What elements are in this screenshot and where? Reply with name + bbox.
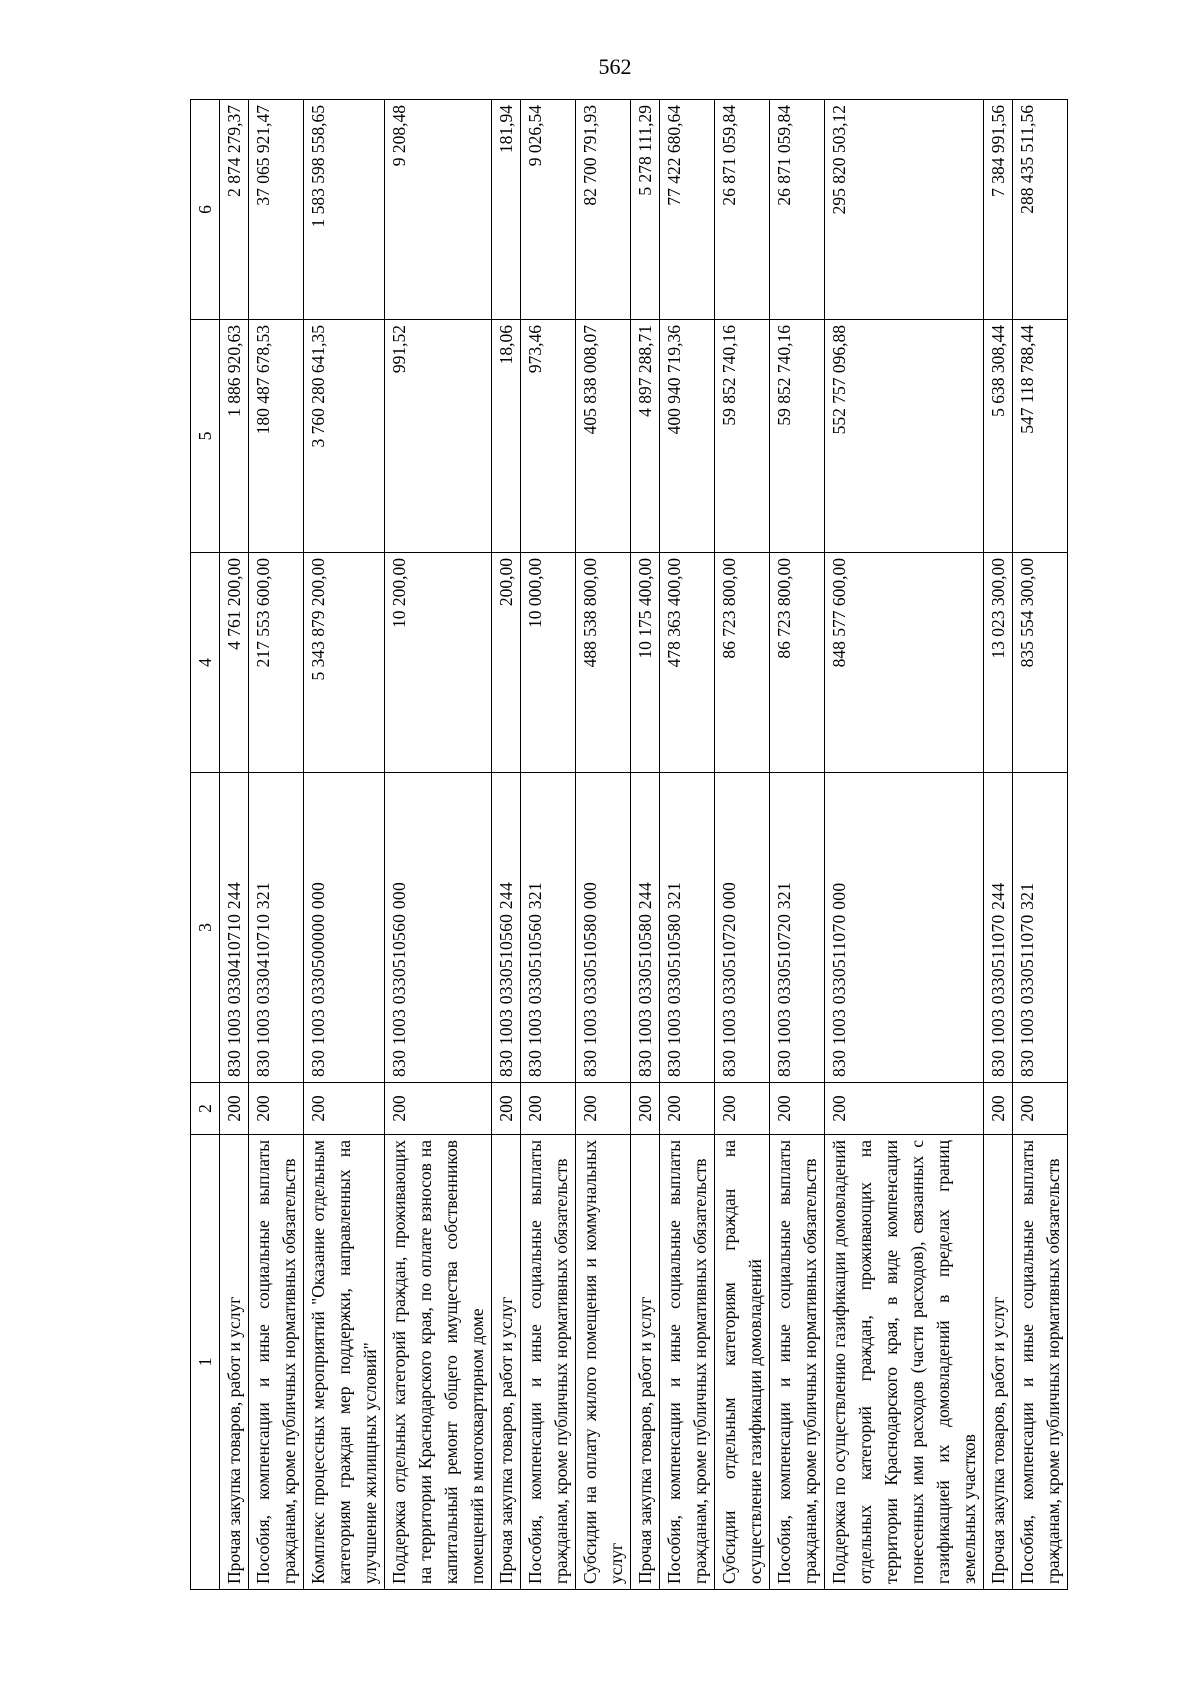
- row-value-5: 991,52: [385, 320, 492, 553]
- header-col-3: 3: [191, 773, 220, 1083]
- row-col2: 200: [304, 1083, 385, 1135]
- row-value-6: 295 820 503,12: [825, 100, 984, 320]
- row-value-4: 13 023 300,00: [984, 553, 1013, 773]
- row-value-5: 3 760 280 641,35: [304, 320, 385, 553]
- table-row: [631, 100, 660, 1590]
- row-col2: 200: [770, 1083, 825, 1135]
- row-col2: 200: [660, 1083, 715, 1135]
- row-value-5: 973,46: [521, 320, 576, 553]
- row-col2: 200: [521, 1083, 576, 1135]
- row-value-6: 1 583 598 558,65: [304, 100, 385, 320]
- header-col-2: 2: [191, 1083, 220, 1135]
- row-value-5: 4 897 288,71: [631, 320, 660, 553]
- row-value-6: 7 384 991,56: [984, 100, 1013, 320]
- header-col-4: 4: [191, 553, 220, 773]
- row-value-4: 4 761 200,00: [220, 553, 249, 773]
- table-row: [576, 100, 631, 1590]
- row-value-4: 478 363 400,00: [660, 553, 715, 773]
- row-name: Поддержка по осуществлению газификации домовладений отдельных категорий граждан, проживающих на территории Краснодарского края, в виде компенсации понесенных ими расходов (части расходов), связанных с газификацией их домовладений в пределах границ земельных участков: [825, 1135, 984, 1590]
- row-value-6: 82 700 791,93: [576, 100, 631, 320]
- row-code: 830 1003 0330510720 321: [770, 773, 825, 1083]
- table-row: [492, 100, 521, 1590]
- row-value-5: 180 487 678,53: [249, 320, 304, 553]
- rotated-table: [190, 100, 1110, 1590]
- row-value-6: 288 435 511,56: [1013, 100, 1068, 320]
- row-col2: 200: [715, 1083, 770, 1135]
- row-value-4: 86 723 800,00: [770, 553, 825, 773]
- row-code: 830 1003 0330510580 321: [660, 773, 715, 1083]
- row-value-4: 848 577 600,00: [825, 553, 984, 773]
- row-code: 830 1003 0330511070 321: [1013, 773, 1068, 1083]
- row-value-6: 37 065 921,47: [249, 100, 304, 320]
- row-value-5: 18,06: [492, 320, 521, 553]
- row-name: Поддержка отдельных категорий граждан, проживающих на территории Краснодарского края, по оплате взносов на капитальный ремонт общего имущества собственников помещений в многоквартирном доме: [385, 1135, 492, 1590]
- row-value-6: 26 871 059,84: [715, 100, 770, 320]
- row-code: 830 1003 0330510720 000: [715, 773, 770, 1083]
- table-row: [304, 100, 385, 1590]
- row-code: 830 1003 0330510580 244: [631, 773, 660, 1083]
- table-row: [1013, 100, 1068, 1590]
- row-value-4: 217 553 600,00: [249, 553, 304, 773]
- row-value-6: 9 026,54: [521, 100, 576, 320]
- row-value-4: 10 200,00: [385, 553, 492, 773]
- row-code: 830 1003 0330510560 244: [492, 773, 521, 1083]
- table-row: [521, 100, 576, 1590]
- row-value-6: 9 208,48: [385, 100, 492, 320]
- row-value-4: 10 175 400,00: [631, 553, 660, 773]
- row-value-6: 2 874 279,37: [220, 100, 249, 320]
- row-col2: 200: [385, 1083, 492, 1135]
- row-col2: 200: [576, 1083, 631, 1135]
- row-value-5: 59 852 740,16: [715, 320, 770, 553]
- row-value-6: 26 871 059,84: [770, 100, 825, 320]
- row-code: 830 1003 0330410710 244: [220, 773, 249, 1083]
- row-name: Пособия, компенсации и иные социальные выплаты гражданам, кроме публичных нормативных обязательств: [521, 1135, 576, 1590]
- row-col2: 200: [984, 1083, 1013, 1135]
- row-value-5: 5 638 308,44: [984, 320, 1013, 553]
- row-value-4: 488 538 800,00: [576, 553, 631, 773]
- row-name: Пособия, компенсации и иные социальные выплаты гражданам, кроме публичных нормативных обязательств: [1013, 1135, 1068, 1590]
- row-value-4: 835 554 300,00: [1013, 553, 1068, 773]
- row-value-5: 1 886 920,63: [220, 320, 249, 553]
- row-name: Пособия, компенсации и иные социальные выплаты гражданам, кроме публичных нормативных обязательств: [770, 1135, 825, 1590]
- row-name: Прочая закупка товаров, работ и услуг: [631, 1135, 660, 1590]
- row-col2: 200: [631, 1083, 660, 1135]
- row-value-5: 400 940 719,36: [660, 320, 715, 553]
- row-name: Прочая закупка товаров, работ и услуг: [984, 1135, 1013, 1590]
- table-row: [984, 100, 1013, 1590]
- row-code: 830 1003 0330511070 244: [984, 773, 1013, 1083]
- row-value-4: 86 723 800,00: [715, 553, 770, 773]
- row-value-6: 5 278 111,29: [631, 100, 660, 320]
- row-code: 830 1003 0330410710 321: [249, 773, 304, 1083]
- table-row: [770, 100, 825, 1590]
- table-container: [190, 100, 1190, 1590]
- header-row: [191, 100, 220, 1590]
- row-name: Прочая закупка товаров, работ и услуг: [492, 1135, 521, 1590]
- row-code: 830 1003 0330511070 000: [825, 773, 984, 1083]
- budget-table: [190, 99, 1068, 1590]
- row-value-6: 181,94: [492, 100, 521, 320]
- row-col2: 200: [249, 1083, 304, 1135]
- table-row: [220, 100, 249, 1590]
- row-value-5: 552 757 096,88: [825, 320, 984, 553]
- row-value-6: 77 422 680,64: [660, 100, 715, 320]
- row-value-4: 5 343 879 200,00: [304, 553, 385, 773]
- row-name: Субсидии на оплату жилого помещения и коммунальных услуг: [576, 1135, 631, 1590]
- row-value-4: 10 000,00: [521, 553, 576, 773]
- row-name: Комплекс процессных мероприятий "Оказание отдельным категориям граждан мер поддержки, направленных на улучшение жилищных условий": [304, 1135, 385, 1590]
- table-row: [825, 100, 984, 1590]
- row-code: 830 1003 0330510580 000: [576, 773, 631, 1083]
- page-number: 562: [598, 54, 632, 79]
- header-col-6: 6: [191, 100, 220, 320]
- row-name: Прочая закупка товаров, работ и услуг: [220, 1135, 249, 1590]
- row-name: Пособия, компенсации и иные социальные выплаты гражданам, кроме публичных нормативных обязательств: [660, 1135, 715, 1590]
- row-name: Пособия, компенсации и иные социальные выплаты гражданам, кроме публичных нормативных обязательств: [249, 1135, 304, 1590]
- row-value-5: 547 118 788,44: [1013, 320, 1068, 553]
- header-col-5: 5: [191, 320, 220, 553]
- row-col2: 200: [1013, 1083, 1068, 1135]
- row-col2: 200: [220, 1083, 249, 1135]
- row-col2: 200: [492, 1083, 521, 1135]
- table-row: [249, 100, 304, 1590]
- row-value-4: 200,00: [492, 553, 521, 773]
- row-code: 830 1003 0330510560 321: [521, 773, 576, 1083]
- table-row: [385, 100, 492, 1590]
- row-col2: 200: [825, 1083, 984, 1135]
- row-name: Субсидии отдельным категориям граждан на осуществление газификации домовладений: [715, 1135, 770, 1590]
- table-body: [220, 100, 1068, 1590]
- table-row: [715, 100, 770, 1590]
- row-value-5: 405 838 008,07: [576, 320, 631, 553]
- table-row: [660, 100, 715, 1590]
- row-code: 830 1003 0330500000 000: [304, 773, 385, 1083]
- header-col-1: 1: [191, 1135, 220, 1590]
- row-code: 830 1003 0330510560 000: [385, 773, 492, 1083]
- row-value-5: 59 852 740,16: [770, 320, 825, 553]
